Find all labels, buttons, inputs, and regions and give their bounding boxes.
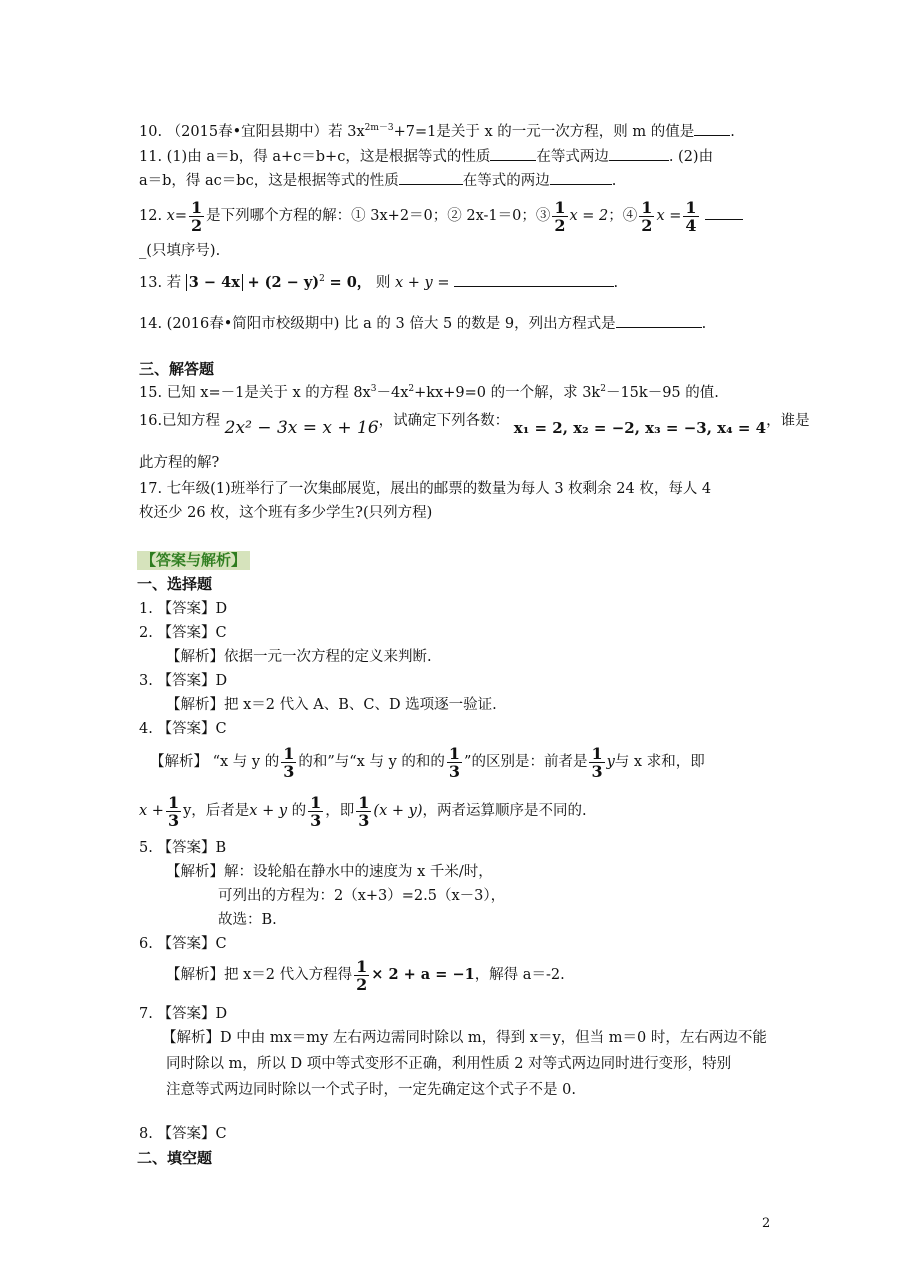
q12-eq: = — [174, 208, 188, 224]
section-2-heading: 二、填空题 — [137, 1149, 213, 1167]
q11-blank-2[interactable] — [609, 146, 669, 161]
q15-sup-3: 2 — [600, 384, 606, 394]
answer-4: 4. 【答案】C — [139, 721, 227, 737]
answer-5-explanation-2: 可列出的方程为：2（x+3）=2.5（x－3）， — [218, 888, 506, 904]
a4x-l2d: 的 — [291, 803, 307, 819]
q15-sup-2: 2 — [408, 384, 415, 394]
a4x-p4: 与 x 求和，即 — [614, 754, 705, 770]
question-10 — [139, 121, 735, 142]
answer-4-explanation-line-1 — [150, 742, 705, 782]
q13-pre: 若 — [166, 275, 182, 291]
q13-number: 13. — [139, 275, 163, 291]
q12-frac-den: 2 — [191, 215, 203, 235]
a4x-frac-5 — [308, 794, 323, 829]
question-11-line-1 — [139, 146, 713, 167]
q13-answer-blank[interactable] — [454, 272, 614, 287]
q12-text: 是下列哪个方程的解：① 3x+2＝0；② 2x-1＝0；③ — [206, 208, 551, 224]
q14-end: . — [701, 316, 707, 332]
q15-sup-1: 3 — [370, 384, 377, 394]
a4x-frac-3-den: 3 — [591, 761, 603, 781]
q11-end: . — [611, 173, 617, 189]
a4x-p3: ”的区别是：前者是 — [464, 754, 588, 770]
a4x-y: y — [606, 754, 615, 770]
q15-text: 15. 已知 x=－1是关于 x 的方程 8x — [139, 385, 371, 401]
question-16-line-2: 此方程的解? — [139, 455, 220, 471]
question-12 — [139, 196, 743, 236]
q12-opt4-rhs-den: 4 — [685, 215, 697, 235]
q15-text-2: －4x — [376, 385, 409, 401]
section-3-heading: 三、解答题 — [139, 360, 215, 378]
q12-number: 12. — [139, 208, 163, 224]
q13-expr: x + y = — [395, 275, 450, 291]
q12-opt4-rhs-fraction — [683, 199, 698, 234]
q12-opt3-den: 2 — [554, 215, 566, 235]
answer-5: 5. 【答案】B — [139, 840, 227, 856]
q11-text-2b: 在等式的两边 — [462, 173, 550, 189]
q12-opt3-tail: x = 2 — [569, 208, 609, 224]
a4x-frac-2-den: 3 — [448, 761, 461, 781]
q12-opt3-fraction — [552, 199, 567, 234]
q12-opt3-num: 1 — [554, 197, 566, 217]
q13-plus-term: + (2 − y) — [247, 274, 320, 291]
q10-answer-blank[interactable] — [694, 121, 730, 136]
a6x-frac-den: 2 — [356, 974, 368, 994]
q15-text-4: －15k－95 的值. — [605, 385, 719, 401]
a6x-frac-num: 1 — [356, 956, 368, 976]
a4x-frac-4 — [166, 794, 181, 829]
q13-square: 2 — [319, 274, 325, 284]
a4x-frac-3-num: 1 — [591, 743, 603, 763]
a4x-frac-6-num: 1 — [358, 792, 370, 812]
answer-7-explanation-1: 【解析】D 中由 mx＝my 左右两边需同时除以 m，得到 x＝y，但当 m＝0 时，左右两边不能 — [162, 1030, 767, 1046]
a4x-l2e: ，即 — [325, 803, 355, 819]
answer-4-explanation-line-2 — [139, 791, 587, 831]
q16-mid: ，试确定下列各数： — [378, 413, 510, 429]
q12-line2: _(只填序号). — [139, 243, 221, 259]
q12-fraction — [189, 199, 204, 234]
q14-text: 14. (2016春•简阳市校级期中) 比 a 的 3 倍大 5 的数是 9，列出方程式是 — [139, 316, 616, 332]
a4x-frac-4-den: 3 — [167, 810, 180, 830]
a4x-l2c: x + y — [249, 803, 288, 819]
q13-eq0: = 0， — [329, 274, 372, 291]
answer-5-explanation-3: 故选：B. — [218, 912, 277, 928]
q10-text-2: +7=1是关于 x 的一元一次方程，则 m 的值是 — [393, 124, 695, 140]
q10-end: . — [730, 124, 735, 140]
a4x-frac-4-num: 1 — [167, 792, 180, 812]
question-13 — [139, 272, 618, 293]
a4x-l2f: (x + y) — [373, 803, 423, 819]
answer-6: 6. 【答案】C — [139, 936, 227, 952]
q11-text-2: a＝b，得 ac＝bc，这是根据等式的性质 — [139, 173, 399, 189]
a4x-p1: 【解析】 “x 与 y 的 — [150, 754, 280, 770]
q12-opt4-tail: x = — [656, 208, 682, 224]
a4x-frac-5-den: 3 — [310, 810, 322, 830]
q13-abs-expr: 3 − 4x — [186, 274, 243, 291]
question-12-line-2 — [139, 241, 220, 261]
q10-exponent: 2m－3 — [364, 123, 394, 133]
a4x-frac-6-den: 3 — [358, 810, 370, 830]
a6x-post: ，解得 a＝-2. — [474, 967, 565, 983]
a4x-frac-1 — [281, 745, 296, 780]
answer-7: 7. 【答案】D — [139, 1006, 228, 1022]
answer-2: 2. 【答案】C — [139, 625, 227, 641]
q10-text: 10. （2015春•宜阳县期中）若 3x — [139, 124, 365, 140]
section-1-heading: 一、选择题 — [137, 575, 213, 593]
q11-blank-4[interactable] — [550, 170, 612, 185]
a4x-p2: 的和”与“x 与 y 的和的 — [298, 754, 445, 770]
q12-frac-num: 1 — [191, 197, 203, 217]
q13-end: . — [613, 275, 619, 291]
question-17-line-2: 枚还少 26 枚，这个班有多少学生?(只列方程) — [139, 505, 433, 521]
q12-opt4-fraction — [639, 199, 654, 234]
q15-text-3: +kx+9=0 的一个解，求 3k — [414, 385, 601, 401]
a4x-frac-1-num: 1 — [283, 743, 295, 763]
a4x-frac-2-num: 1 — [448, 743, 461, 763]
question-17-line-1: 17. 七年级(1)班举行了一次集邮展览，展出的邮票的数量为每人 3 枚剩余 24 枚，每人 4 — [139, 481, 712, 497]
q14-answer-blank[interactable] — [616, 313, 702, 328]
a4x-l2g: ，两者运算顺序是不同的. — [422, 803, 587, 819]
a6x-mid: × 2 + a = −1 — [371, 966, 475, 983]
a4x-frac-2 — [447, 745, 462, 780]
answer-8: 8. 【答案】C — [139, 1126, 227, 1142]
page-number: 2 — [762, 1216, 771, 1231]
q16-equation: 2x² − 3x = x + 16 — [224, 418, 379, 438]
answer-3: 3. 【答案】D — [139, 673, 228, 689]
answer-7-explanation-2: 同时除以 m，所以 D 项中等式变形不正确，利用性质 2 对等式两边同时进行变形，特别 — [166, 1056, 732, 1072]
a4x-frac-3 — [589, 745, 604, 780]
a4x-frac-1-den: 3 — [283, 761, 295, 781]
q12-opt4-rhs-num: 1 — [685, 197, 697, 217]
answer-5-explanation-1: 【解析】解：设轮船在静水中的速度为 x 千米/时， — [166, 864, 493, 880]
answer-section-header: 【答案与解析】 — [137, 551, 250, 570]
q12-opt4-den: 2 — [641, 215, 653, 235]
question-15 — [139, 383, 719, 403]
q11-text-1b: 在等式两边 — [536, 149, 609, 165]
q12-opt4-num: 1 — [641, 197, 653, 217]
answer-7-explanation-3: 注意等式两边同时除以一个式子时，一定先确定这个式子不是 0. — [166, 1082, 576, 1098]
q12-var: x — [166, 208, 175, 224]
a4x-l2a: x + — [139, 803, 164, 819]
answer-1: 1. 【答案】D — [139, 601, 228, 617]
q13-then: 则 — [375, 275, 391, 291]
q12-answer-blank[interactable] — [705, 205, 743, 220]
a4x-frac-6 — [356, 794, 371, 829]
q12-opt4-prefix: ；④ — [608, 208, 638, 224]
answer-2-explanation: 【解析】依据一元一次方程的定义来判断. — [166, 649, 432, 665]
answer-3-explanation: 【解析】把 x＝2 代入 A、B、C、D 选项逐一验证. — [166, 697, 497, 713]
q16-tail: ，谁是 — [766, 413, 810, 429]
a6x-frac — [354, 958, 369, 993]
question-11-line-2 — [139, 170, 616, 191]
question-16 — [139, 410, 810, 438]
q11-blank-3[interactable] — [399, 170, 463, 185]
q16-text: 16.已知方程 — [139, 413, 221, 429]
a6x-pre: 【解析】把 x＝2 代入方程得 — [166, 967, 353, 983]
q11-text-1c: . (2)由 — [668, 149, 714, 165]
a4x-l2b: y，后者是 — [183, 803, 250, 819]
question-14 — [139, 313, 706, 334]
a4x-frac-5-num: 1 — [310, 792, 322, 812]
q11-text-1: 11. (1)由 a＝b，得 a+c＝b+c，这是根据等式的性质 — [139, 149, 491, 165]
q16-values: x₁ = 2, x₂ = −2, x₃ = −3, x₄ = 4 — [513, 419, 767, 437]
answer-6-explanation — [166, 955, 565, 995]
q11-blank-1[interactable] — [490, 146, 536, 161]
